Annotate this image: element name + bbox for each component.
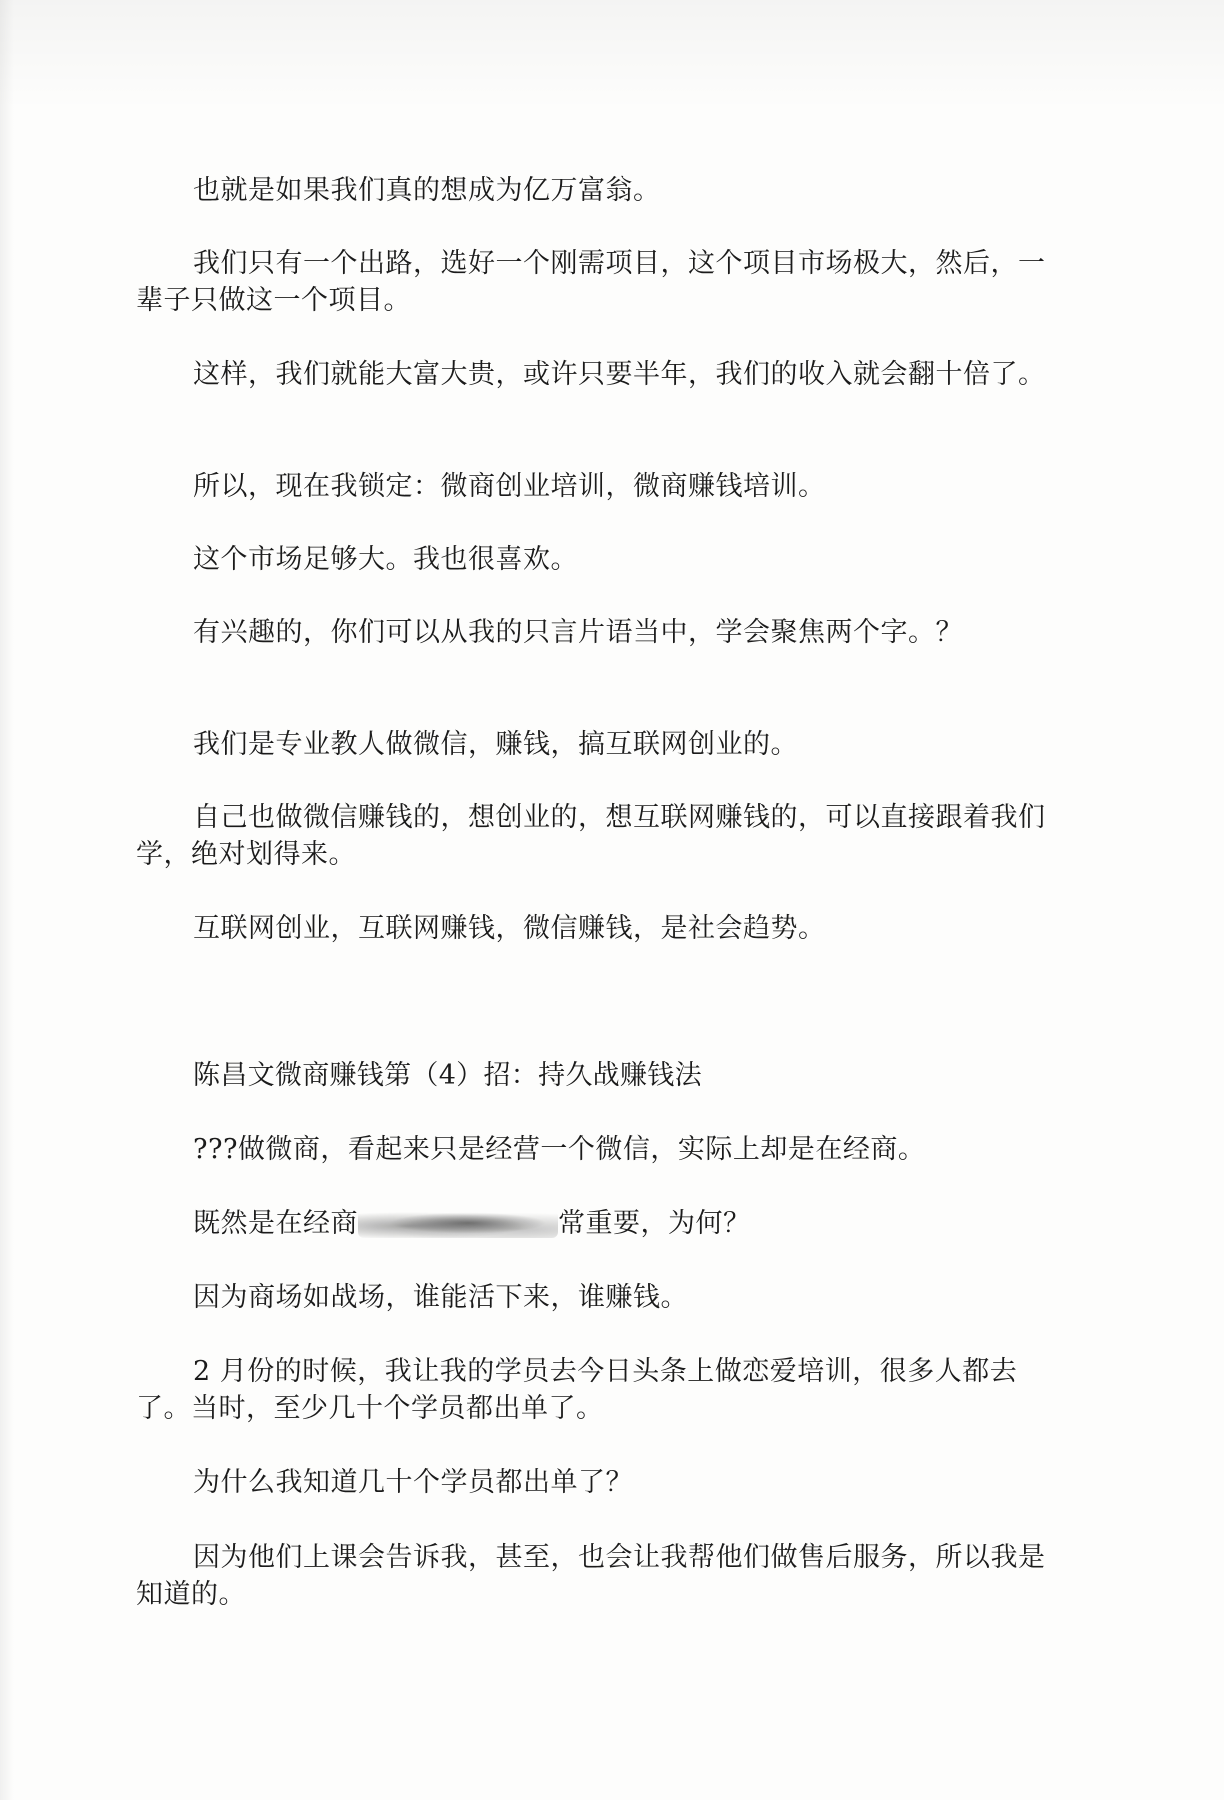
paragraph-3: 这样，我们就能大富大贵，或许只要半年，我们的收入就会翻十倍了。 xyxy=(193,359,1046,390)
section-heading: 陈昌文微商赚钱第（4）招：持久战赚钱法 xyxy=(193,1060,702,1091)
paragraph-7: 我们是专业教人做微信，赚钱，搞互联网创业的。 xyxy=(193,729,798,760)
paragraph-14: 为什么我知道几十个学员都出单了？ xyxy=(193,1467,633,1498)
scan-shadow-top xyxy=(0,0,1224,110)
paragraph-12: 因为商场如战场，谁能活下来，谁赚钱。 xyxy=(193,1282,688,1313)
paragraph-15: 因为他们上课会告诉我，甚至，也会让我帮他们做售后服务，所以我是知道的。 xyxy=(136,1542,1046,1610)
scan-shadow-left xyxy=(0,0,14,1800)
paragraph-2: 我们只有一个出路，选好一个刚需项目，这个项目市场极大，然后，一辈子只做这一个项目。 xyxy=(136,248,1046,316)
paragraph-13: 2 月份的时候，我让我的学员去今日头条上做恋爱培训，很多人都去了。当时，至少几十个学员都出单了。 xyxy=(136,1356,1018,1424)
paragraph-6: 有兴趣的，你们可以从我的只言片语当中，学会聚焦两个字。？ xyxy=(193,617,963,648)
paragraph-9: 互联网创业，互联网赚钱，微信赚钱，是社会趋势。 xyxy=(193,913,826,944)
redaction-smudge xyxy=(358,1208,558,1238)
paragraph-8: 自己也做微信赚钱的，想创业的，想互联网赚钱的，可以直接跟着我们学，绝对划得来。 xyxy=(136,802,1046,870)
paragraph-11-end: 常重要，为何？ xyxy=(558,1208,751,1239)
paragraph-1: 也就是如果我们真的想成为亿万富翁。 xyxy=(193,175,661,206)
paragraph-11 xyxy=(136,1205,1056,1242)
paragraph-4: 所以，现在我锁定：微商创业培训，微商赚钱培训。 xyxy=(193,471,826,502)
paragraph-11-start: 既然是在经商 xyxy=(193,1208,358,1239)
paragraph-5: 这个市场足够大。我也很喜欢。 xyxy=(193,544,578,575)
paragraph-10: ???做微商，看起来只是经营一个微信，实际上却是在经商。 xyxy=(193,1134,926,1165)
